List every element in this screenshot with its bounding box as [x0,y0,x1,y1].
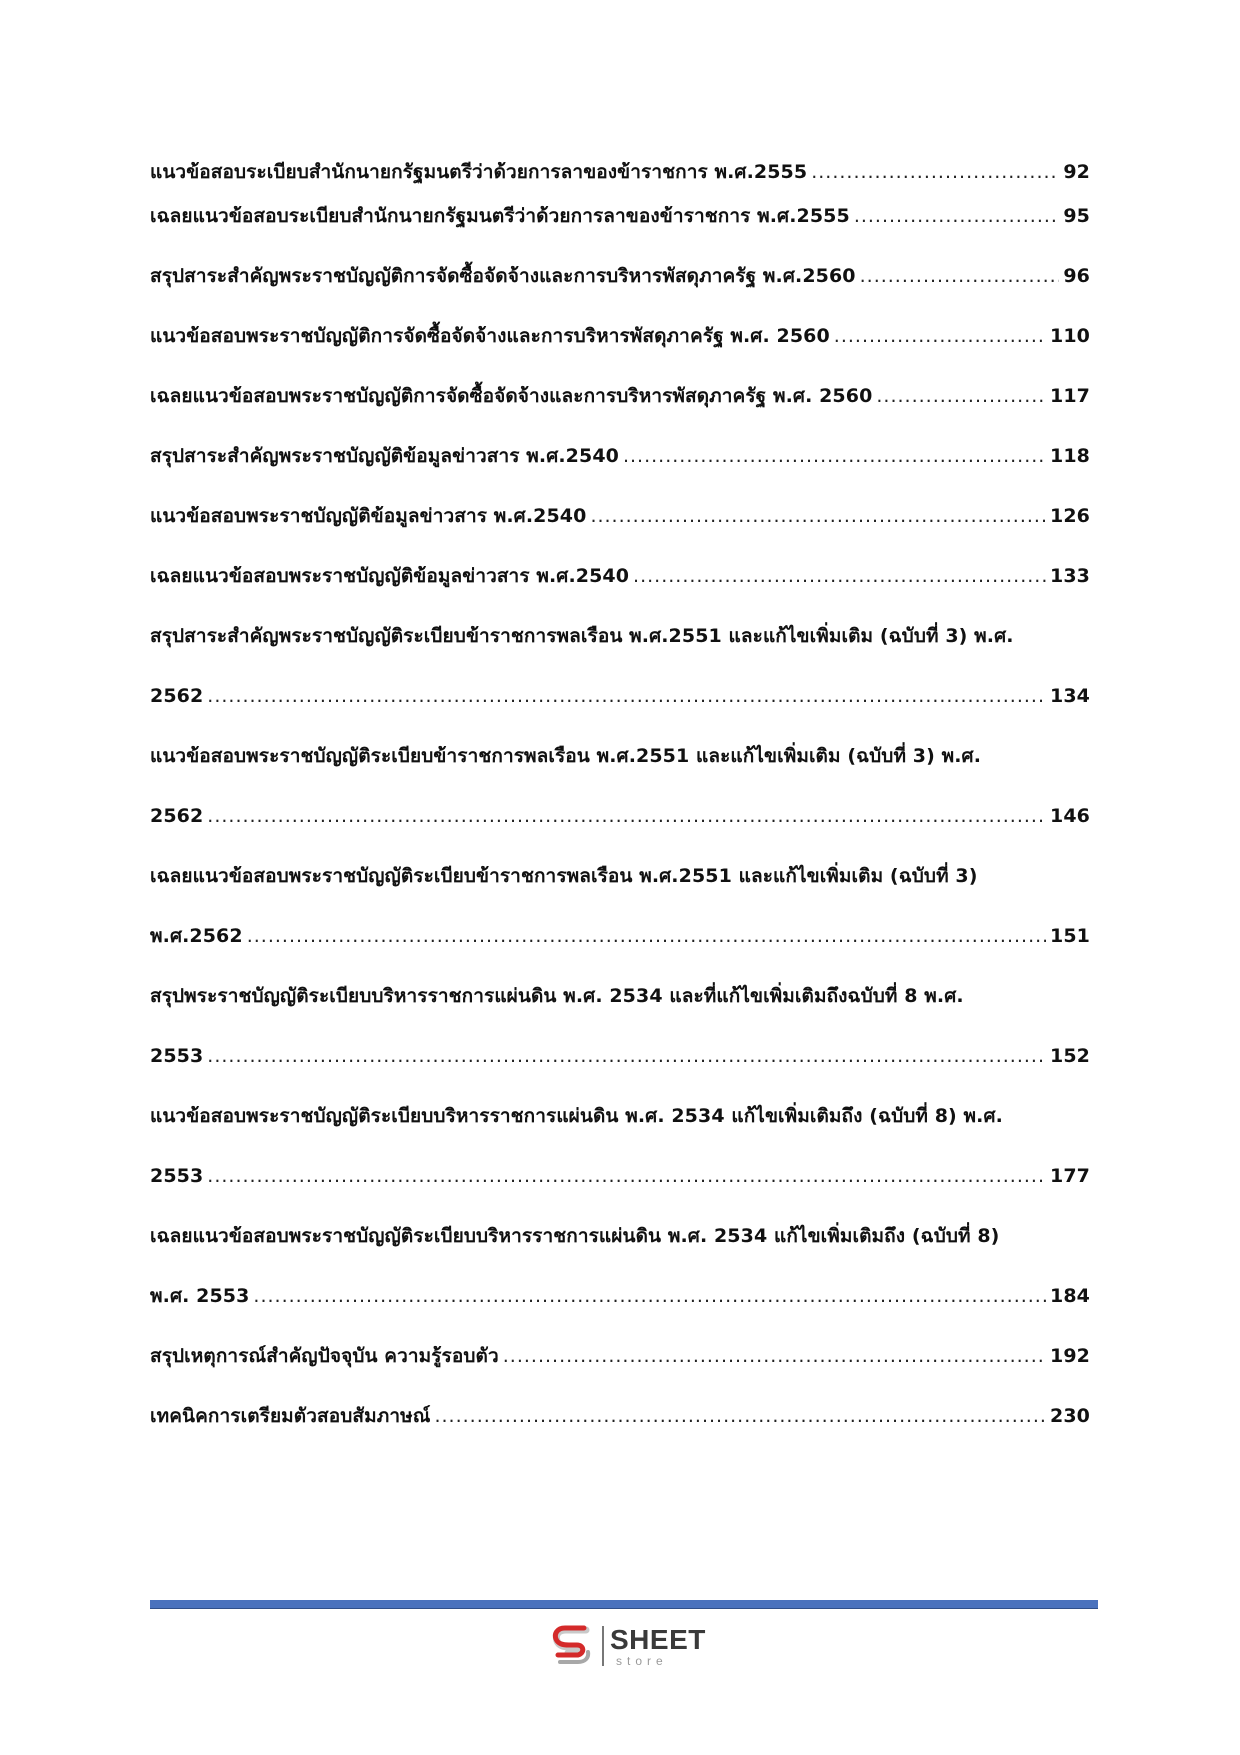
toc-page-number: 184 [1050,1285,1090,1307]
toc-dot-leader [623,434,1046,478]
toc-entry [150,254,1090,314]
toc-entry-title: แนวข้อสอบพระราชบัญญัติข้อมูลข่าวสาร พ.ศ.2540 [150,505,587,527]
toc-entry [150,1094,1090,1214]
toc-entry-line [150,974,1090,1034]
toc-page-number: 133 [1050,565,1090,587]
toc-entry-line [150,1034,1090,1094]
toc-dot-leader [503,1334,1046,1378]
toc-entry-title: สรุปพระราชบัญญัติระเบียบบริหารราชการแผ่นดิน พ.ศ. 2534 และที่แก้ไขเพิ่มเติมถึงฉบับที่ 8 พ.ศ. [150,985,964,1007]
toc-entry-line [150,854,1090,914]
toc-entry-title: แนวข้อสอบระเบียบสำนักนายกรัฐมนตรีว่าด้วยการลาของข้าราชการ พ.ศ.2555 [150,161,808,183]
toc-entry-line [150,1154,1090,1214]
toc-entry-line [150,1394,1090,1454]
sheet-store-logo-icon [548,1622,596,1670]
toc-dot-leader [876,374,1046,418]
toc-entry-title: เฉลยแนวข้อสอบพระราชบัญญัติข้อมูลข่าวสาร พ.ศ.2540 [150,565,630,587]
toc-entry [150,734,1090,854]
toc-entry-line [150,734,1090,794]
toc-entry-title: สรุปสาระสำคัญพระราชบัญญัติระเบียบข้าราชการพลเรือน พ.ศ.2551 และแก้ไขเพิ่มเติม (ฉบับที่ 3) พ.ศ. [150,625,1014,647]
toc-entry [150,374,1090,434]
logo-separator [602,1626,604,1666]
toc-entry-title: สรุปสาระสำคัญพระราชบัญญัติข้อมูลข่าวสาร พ.ศ.2540 [150,445,619,467]
toc-entry-line [150,314,1090,374]
footer-divider [150,1600,1098,1609]
logo-word: SHEET [610,1623,706,1655]
toc-entry-title: 2562 [150,685,204,707]
toc-entry-title: พ.ศ. 2553 [150,1285,250,1307]
toc-entry [150,554,1090,614]
toc-entry-line [150,674,1090,734]
toc-entry-title: แนวข้อสอบพระราชบัญญัติระเบียบข้าราชการพลเรือน พ.ศ.2551 และแก้ไขเพิ่มเติม (ฉบับที่ 3) พ.ศ. [150,745,982,767]
toc-entry-line [150,1274,1090,1334]
toc-page-number: 192 [1050,1345,1090,1367]
toc-entry-title: เฉลยแนวข้อสอบระเบียบสำนักนายกรัฐมนตรีว่าด้วยการลาของข้าราชการ พ.ศ.2555 [150,205,850,227]
toc-entry [150,494,1090,554]
toc-entry-line [150,794,1090,854]
toc-entry-title: 2553 [150,1045,204,1067]
toc-page-number: 151 [1050,925,1090,947]
toc-entry-title: แนวข้อสอบพระราชบัญญัติระเบียบบริหารราชการแผ่นดิน พ.ศ. 2534 แก้ไขเพิ่มเติมถึง (ฉบับที่ 8) พ.ศ. [150,1105,1003,1127]
toc-entry-line [150,1214,1090,1274]
toc-entry [150,1334,1090,1394]
toc-entry-line [150,434,1090,494]
toc-entry-line [150,1334,1090,1394]
toc-entry [150,1214,1090,1334]
toc-entry [150,434,1090,494]
toc-dot-leader [207,1154,1046,1198]
toc-entry [150,150,1090,194]
toc-entry [150,974,1090,1094]
sheet-store-logo [548,1620,706,1672]
toc-page-number: 177 [1050,1165,1090,1187]
toc-entry-line [150,494,1090,554]
toc-entry [150,314,1090,374]
toc-entry-line [150,254,1090,314]
toc-dot-leader [247,914,1046,958]
toc-dot-leader [207,674,1046,718]
toc-entry-line [150,554,1090,614]
toc-page-number: 92 [1063,161,1090,183]
toc-entry-title: แนวข้อสอบพระราชบัญญัติการจัดซื้อจัดจ้างและการบริหารพัสดุภาครัฐ พ.ศ. 2560 [150,325,830,347]
toc-dot-leader [253,1274,1046,1318]
toc-entry-line [150,1094,1090,1154]
toc-dot-leader [834,314,1046,358]
logo-text [610,1623,706,1668]
toc-page-number: 95 [1063,205,1090,227]
toc-entry-line [150,150,1090,194]
toc-entry-title: เฉลยแนวข้อสอบพระราชบัญญัติการจัดซื้อจัดจ้างและการบริหารพัสดุภาครัฐ พ.ศ. 2560 [150,385,873,407]
toc-entry-title: เทคนิคการเตรียมตัวสอบสัมภาษณ์ [150,1405,431,1427]
toc-entry-line [150,614,1090,674]
toc-page-number: 110 [1050,325,1090,347]
toc-dot-leader [590,494,1046,538]
toc-entry-title: สรุปเหตุการณ์สำคัญปัจจุบัน ความรู้รอบตัว [150,1345,499,1367]
toc-dot-leader [860,254,1060,298]
toc-page-number: 117 [1050,385,1090,407]
toc-entry [150,854,1090,974]
toc-entry-line [150,374,1090,434]
logo-subword: store [616,1653,668,1668]
toc-page-number: 134 [1050,685,1090,707]
toc-entry [150,1394,1090,1454]
table-of-contents [150,150,1090,1454]
toc-entry-title: 2562 [150,805,204,827]
toc-entry [150,194,1090,254]
toc-entry-title: เฉลยแนวข้อสอบพระราชบัญญัติระเบียบข้าราชการพลเรือน พ.ศ.2551 และแก้ไขเพิ่มเติม (ฉบับที่ 3) [150,865,978,887]
toc-page-number: 126 [1050,505,1090,527]
toc-dot-leader [633,554,1046,598]
toc-dot-leader [207,794,1046,838]
toc-dot-leader [434,1394,1046,1438]
toc-page-number: 230 [1050,1405,1090,1427]
toc-page-number: 118 [1050,445,1090,467]
toc-dot-leader [811,150,1059,194]
toc-entry-title: พ.ศ.2562 [150,925,243,947]
toc-page-number: 152 [1050,1045,1090,1067]
toc-entry-line [150,194,1090,254]
toc-entry-title: เฉลยแนวข้อสอบพระราชบัญญัติระเบียบบริหารราชการแผ่นดิน พ.ศ. 2534 แก้ไขเพิ่มเติมถึง (ฉบับที่ 8) [150,1225,1000,1247]
toc-dot-leader [207,1034,1046,1078]
toc-dot-leader [854,194,1060,238]
toc-entry [150,614,1090,734]
toc-entry-title: สรุปสาระสำคัญพระราชบัญญัติการจัดซื้อจัดจ้างและการบริหารพัสดุภาครัฐ พ.ศ.2560 [150,265,856,287]
toc-entry-line [150,914,1090,974]
toc-page-number: 96 [1063,265,1090,287]
toc-entry-title: 2553 [150,1165,204,1187]
toc-page-number: 146 [1050,805,1090,827]
